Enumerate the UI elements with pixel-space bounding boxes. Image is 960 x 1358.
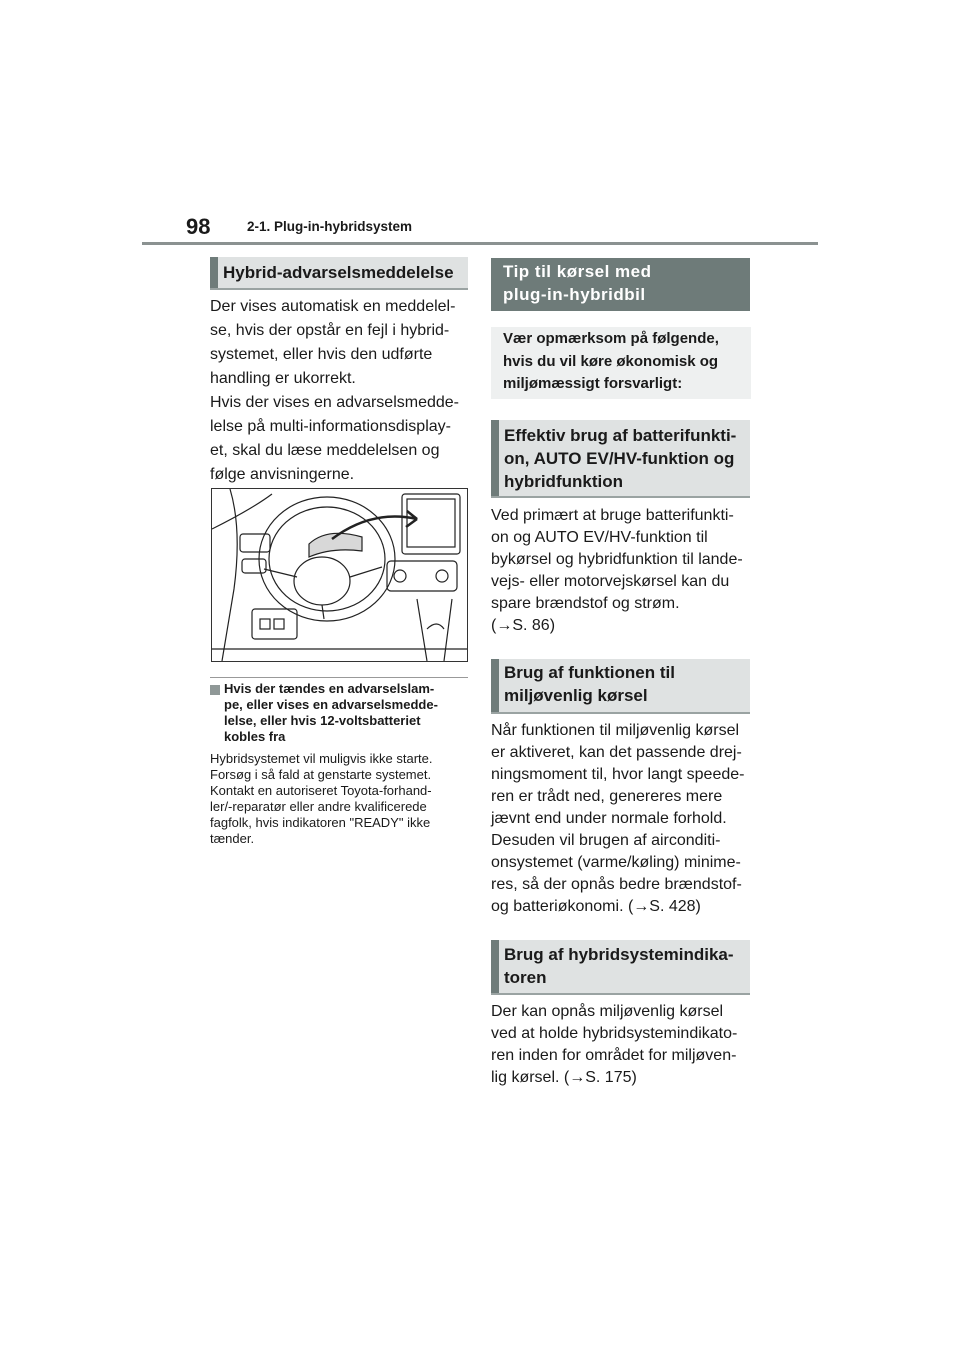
text-line: onsystemet (varme/køling) minime-	[491, 854, 741, 871]
paragraph-1	[210, 295, 455, 391]
text-line: pe, eller vises en advarselsmedde-	[224, 697, 438, 712]
text-line: et, skal du læse meddelelsen og	[210, 442, 440, 459]
text-line: toren	[504, 968, 547, 987]
text-line: miljømæssigt forsvarligt:	[503, 375, 683, 392]
text-line: lelse, eller hvis 12-voltsbatteriet	[224, 713, 421, 728]
text-line: tænder.	[210, 831, 255, 846]
text-line: Der vises automatisk en meddelel-	[210, 298, 456, 315]
intro-box	[491, 327, 751, 399]
heading-hybrid-indicator	[491, 940, 750, 995]
text-line: ved at holde hybridsystemindikato-	[491, 1025, 738, 1042]
text-line: se, hvis der opstår en fejl i hybrid-	[210, 322, 450, 339]
text-line: kobles fra	[224, 729, 286, 744]
text-line: (→S. 86)	[491, 617, 556, 634]
text-line: Ved primært at bruge batterifunkti-	[491, 507, 734, 524]
text-line: ren inden for området for miljøven-	[491, 1047, 737, 1064]
text-line: Brug af funktionen til	[504, 663, 675, 682]
text-line: plug-in-hybridbil	[503, 285, 646, 304]
section-title: 2-1. Plug-in-hybridsystem	[247, 219, 413, 234]
heading-battery-function	[491, 420, 750, 498]
text-line: vejs- eller motorvejskørsel kan du	[491, 573, 730, 590]
text-line: Der kan opnås miljøvenlig kørsel	[491, 1003, 724, 1020]
text-line: Effektiv brug af batterifunkti-	[504, 426, 737, 445]
text-line: jævnt end under normale forhold.	[491, 810, 727, 827]
text-line: miljøvenlig kørsel	[504, 686, 648, 705]
sec2-body	[491, 720, 744, 918]
page-number: 98	[186, 214, 211, 239]
divider	[210, 677, 468, 678]
text-line: Kontakt en autoriseret Toyota-forhand-	[210, 783, 432, 798]
heading-driving-tips	[491, 258, 750, 311]
text-line: res, så der opnås bedre brændstof-	[491, 876, 742, 893]
text-line: hvis du vil køre økonomisk og	[503, 352, 719, 370]
text-line: Desuden vil brugen af airconditi-	[491, 832, 721, 849]
text-line: Hvis der tændes en advarselslam-	[224, 681, 435, 696]
heading-hybrid-warning: Hybrid-advarselsmeddelelse	[210, 257, 468, 290]
text-line: hybridfunktion	[504, 472, 623, 491]
note-text	[210, 751, 433, 847]
text-line: lig kørsel. (→S. 175)	[491, 1069, 637, 1086]
square-bullet-icon	[210, 685, 220, 695]
text-line: er aktiveret, kan det passende drej-	[491, 744, 742, 761]
heading-eco-mode	[491, 659, 750, 714]
text-line: Brug af hybridsystemindika-	[504, 945, 734, 964]
sec1-body	[491, 505, 743, 637]
text-line: bykørsel og hybridfunktion til lande-	[491, 551, 743, 568]
sec3-body	[491, 1001, 737, 1089]
text-line: lelse på multi-informationsdisplay-	[210, 418, 451, 435]
text-line: Hybridsystemet vil muligvis ikke starte.	[210, 751, 433, 766]
text-line: fagfolk, hvis indikatoren "READY" ikke	[210, 815, 431, 830]
dashboard-illustration	[211, 488, 468, 662]
text-line: ren er trådt ned, genereres mere	[491, 788, 723, 805]
header-rule	[142, 242, 818, 245]
text-line: on, AUTO EV/HV-funktion og	[504, 449, 735, 468]
text-line: on og AUTO EV/HV-funktion til	[491, 529, 708, 546]
text-line: Vær opmærksom på følgende,	[503, 330, 719, 347]
text-line: Hvis der vises en advarselsmedde-	[210, 394, 459, 411]
text-line: spare brændstof og strøm.	[491, 595, 680, 612]
text-line: Forsøg i så fald at genstarte systemet.	[210, 767, 432, 782]
text-line: ler/-reparatør eller andre kvalificerede	[210, 799, 427, 814]
text-line: Tip til kørsel med	[503, 262, 652, 281]
text-line: Når funktionen til miljøvenlig kørsel	[491, 722, 740, 739]
text-line: og batteriøkonomi. (→S. 428)	[491, 898, 701, 915]
text-line: følge anvisningerne.	[210, 466, 355, 483]
text-line: ningsmoment til, hvor langt speede-	[491, 766, 745, 783]
paragraph-2	[210, 391, 459, 487]
text-line: handling er ukorrekt.	[210, 370, 356, 387]
text-line: systemet, eller hvis den udførte	[210, 346, 433, 363]
subheading-warning-light	[224, 681, 438, 745]
